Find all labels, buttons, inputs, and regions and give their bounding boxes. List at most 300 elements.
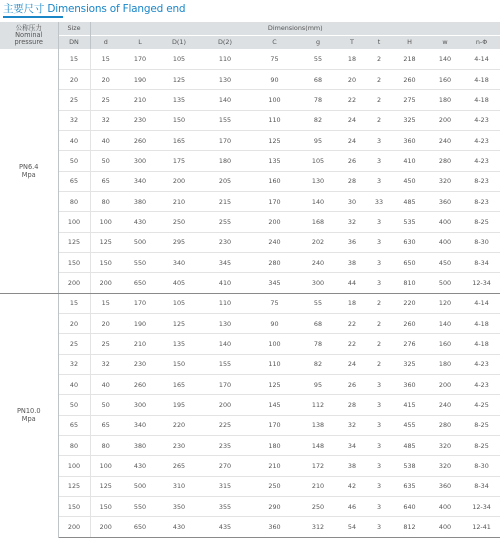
cell-dn: 65: [58, 415, 90, 435]
cell-h: 650: [392, 252, 427, 272]
cell-h: 260: [392, 69, 427, 89]
cell-g: 55: [298, 293, 338, 313]
cell-t-upper: 26: [338, 375, 366, 395]
table-row: [0, 354, 500, 374]
cell-n-phi: 4-18: [463, 69, 500, 89]
cell-g: 138: [298, 415, 338, 435]
cell-dn: 20: [58, 313, 90, 333]
page-title: 主要尺寸 Dimensions of Flanged end: [3, 3, 186, 15]
cell-h: 485: [392, 436, 427, 456]
cell-w: 400: [427, 497, 463, 517]
cell-dn: 32: [58, 110, 90, 130]
cell-t-lower: 33: [366, 191, 392, 211]
cell-d1: 150: [159, 110, 199, 130]
cell-t-lower: 3: [366, 273, 392, 293]
table-row: [0, 151, 500, 171]
cell-g: 68: [298, 313, 338, 333]
cell-d2: 235: [199, 436, 251, 456]
cell-t-lower: 2: [366, 334, 392, 354]
cell-g: 168: [298, 212, 338, 232]
cell-h: 325: [392, 354, 427, 374]
cell-c: 90: [251, 313, 298, 333]
cell-t-upper: 38: [338, 456, 366, 476]
cell-l: 380: [121, 436, 159, 456]
cell-h: 630: [392, 232, 427, 252]
cell-t-lower: 3: [366, 130, 392, 150]
cell-g: 202: [298, 232, 338, 252]
cell-t-lower: 2: [366, 90, 392, 110]
cell-n-phi: 8-30: [463, 456, 500, 476]
cell-w: 160: [427, 69, 463, 89]
cell-g: 300: [298, 273, 338, 293]
cell-w: 200: [427, 375, 463, 395]
cell-w: 400: [427, 517, 463, 537]
cell-t-upper: 32: [338, 415, 366, 435]
cell-t-upper: 20: [338, 69, 366, 89]
table-row: [0, 517, 500, 537]
cell-w: 400: [427, 232, 463, 252]
cell-d: 65: [90, 415, 121, 435]
cell-d: 50: [90, 395, 121, 415]
cell-t-lower: 3: [366, 415, 392, 435]
cell-d2: 155: [199, 354, 251, 374]
table-row: [0, 334, 500, 354]
cell-d: 32: [90, 354, 121, 374]
cell-l: 500: [121, 232, 159, 252]
cell-w: 500: [427, 273, 463, 293]
cell-g: 78: [298, 334, 338, 354]
cell-dn: 32: [58, 354, 90, 374]
cell-c: 100: [251, 90, 298, 110]
cell-g: 105: [298, 151, 338, 171]
cell-l: 550: [121, 497, 159, 517]
cell-dn: 150: [58, 252, 90, 272]
cell-c: 145: [251, 395, 298, 415]
cell-t-upper: 26: [338, 151, 366, 171]
cell-d: 50: [90, 151, 121, 171]
column-header-w: w: [427, 35, 463, 49]
cell-g: 172: [298, 456, 338, 476]
cell-g: 82: [298, 110, 338, 130]
column-header-l: L: [121, 35, 159, 49]
cell-d1: 350: [159, 497, 199, 517]
column-header-d2: D(2): [199, 35, 251, 49]
cell-n-phi: 12-34: [463, 497, 500, 517]
cell-d2: 315: [199, 476, 251, 496]
cell-d1: 150: [159, 354, 199, 374]
cell-g: 130: [298, 171, 338, 191]
table-row: [0, 252, 500, 272]
table-row: [0, 436, 500, 456]
cell-t-lower: 3: [366, 517, 392, 537]
table-row: [0, 49, 500, 69]
cell-w: 320: [427, 436, 463, 456]
cell-d1: 175: [159, 151, 199, 171]
cell-l: 340: [121, 415, 159, 435]
cell-d: 200: [90, 273, 121, 293]
cell-d1: 125: [159, 313, 199, 333]
cell-d: 15: [90, 293, 121, 313]
cell-t-upper: 22: [338, 334, 366, 354]
pressure-group-label-line: PN6.4: [19, 162, 39, 171]
cell-dn: 125: [58, 232, 90, 252]
column-header-g: g: [298, 35, 338, 49]
cell-n-phi: 4-18: [463, 90, 500, 110]
cell-c: 125: [251, 130, 298, 150]
cell-l: 650: [121, 517, 159, 537]
cell-n-phi: 4-23: [463, 354, 500, 374]
cell-d1: 210: [159, 191, 199, 211]
cell-h: 360: [392, 130, 427, 150]
table-row: [0, 90, 500, 110]
cell-t-lower: 2: [366, 49, 392, 69]
cell-l: 190: [121, 313, 159, 333]
cell-l: 430: [121, 212, 159, 232]
cell-l: 260: [121, 130, 159, 150]
cell-c: 110: [251, 110, 298, 130]
cell-c: 180: [251, 436, 298, 456]
cell-g: 250: [298, 497, 338, 517]
cell-d: 125: [90, 476, 121, 496]
column-header-dn: DN: [58, 35, 90, 49]
cell-l: 210: [121, 90, 159, 110]
cell-d1: 105: [159, 49, 199, 69]
cell-t-upper: 38: [338, 252, 366, 272]
cell-d1: 165: [159, 130, 199, 150]
cell-c: 110: [251, 354, 298, 374]
cell-c: 360: [251, 517, 298, 537]
cell-d: 100: [90, 212, 121, 232]
cell-h: 415: [392, 395, 427, 415]
cell-d2: 270: [199, 456, 251, 476]
cell-n-phi: 8-30: [463, 232, 500, 252]
cell-d: 200: [90, 517, 121, 537]
pressure-group-label-line: Mpa: [21, 415, 36, 424]
cell-d: 40: [90, 375, 121, 395]
cell-n-phi: 4-23: [463, 375, 500, 395]
cell-l: 210: [121, 334, 159, 354]
column-header-d: d: [90, 35, 121, 49]
cell-d2: 170: [199, 130, 251, 150]
table-row: [0, 110, 500, 130]
cell-t-lower: 2: [366, 110, 392, 130]
cell-t-upper: 28: [338, 171, 366, 191]
cell-d2: 355: [199, 497, 251, 517]
cell-dn: 40: [58, 130, 90, 150]
cell-t-lower: 2: [366, 293, 392, 313]
cell-l: 300: [121, 395, 159, 415]
cell-c: 160: [251, 171, 298, 191]
table-row: [0, 191, 500, 211]
cell-d1: 165: [159, 375, 199, 395]
cell-c: 170: [251, 191, 298, 211]
cell-t-upper: 36: [338, 232, 366, 252]
cell-d2: 345: [199, 252, 251, 272]
cell-d2: 225: [199, 415, 251, 435]
cell-l: 380: [121, 191, 159, 211]
column-header-n-phi: n-Φ: [463, 35, 500, 49]
cell-d: 80: [90, 191, 121, 211]
cell-g: 148: [298, 436, 338, 456]
cell-n-phi: 4-23: [463, 151, 500, 171]
cell-t-upper: 42: [338, 476, 366, 496]
cell-d2: 110: [199, 293, 251, 313]
cell-h: 455: [392, 415, 427, 435]
cell-h: 812: [392, 517, 427, 537]
cell-d2: 200: [199, 395, 251, 415]
cell-d: 150: [90, 252, 121, 272]
flange-dimensions-table: [0, 22, 500, 538]
cell-t-upper: 22: [338, 313, 366, 333]
column-header-t-lower: t: [366, 35, 392, 49]
cell-dn: 20: [58, 69, 90, 89]
cell-d1: 265: [159, 456, 199, 476]
column-header-c: C: [251, 35, 298, 49]
cell-d: 20: [90, 313, 121, 333]
cell-d1: 220: [159, 415, 199, 435]
cell-d: 20: [90, 69, 121, 89]
cell-c: 170: [251, 415, 298, 435]
cell-t-upper: 18: [338, 293, 366, 313]
cell-w: 160: [427, 334, 463, 354]
cell-l: 230: [121, 354, 159, 374]
cell-t-upper: 28: [338, 395, 366, 415]
cell-g: 68: [298, 69, 338, 89]
cell-w: 450: [427, 252, 463, 272]
cell-w: 140: [427, 313, 463, 333]
cell-l: 170: [121, 49, 159, 69]
cell-t-lower: 3: [366, 212, 392, 232]
cell-n-phi: 8-23: [463, 171, 500, 191]
cell-n-phi: 4-18: [463, 334, 500, 354]
size-header: Size: [58, 22, 90, 35]
cell-t-upper: 22: [338, 90, 366, 110]
cell-dn: 15: [58, 293, 90, 313]
table-row: [0, 456, 500, 476]
cell-c: 75: [251, 293, 298, 313]
cell-t-upper: 24: [338, 354, 366, 374]
table-row: [0, 171, 500, 191]
cell-t-upper: 24: [338, 110, 366, 130]
cell-w: 120: [427, 293, 463, 313]
cell-c: 200: [251, 212, 298, 232]
cell-d2: 205: [199, 171, 251, 191]
cell-dn: 150: [58, 497, 90, 517]
cell-d: 65: [90, 171, 121, 191]
cell-n-phi: 8-25: [463, 415, 500, 435]
cell-d2: 130: [199, 313, 251, 333]
cell-h: 276: [392, 334, 427, 354]
cell-dn: 25: [58, 90, 90, 110]
cell-t-lower: 3: [366, 252, 392, 272]
cell-w: 240: [427, 130, 463, 150]
cell-d1: 230: [159, 436, 199, 456]
cell-d2: 230: [199, 232, 251, 252]
cell-l: 500: [121, 476, 159, 496]
cell-w: 200: [427, 110, 463, 130]
cell-h: 450: [392, 171, 427, 191]
pressure-header-line: 公称压力: [15, 24, 42, 32]
cell-t-upper: 30: [338, 191, 366, 211]
cell-t-lower: 3: [366, 497, 392, 517]
pressure-group-label-line: PN10.0: [16, 407, 41, 416]
cell-n-phi: 4-23: [463, 130, 500, 150]
cell-d2: 410: [199, 273, 251, 293]
header-row-columns: [0, 35, 500, 49]
pressure-group-label: [0, 293, 58, 537]
cell-g: 240: [298, 252, 338, 272]
cell-g: 312: [298, 517, 338, 537]
nominal-pressure-header: [0, 22, 58, 49]
cell-t-upper: 24: [338, 130, 366, 150]
cell-h: 218: [392, 49, 427, 69]
cell-d2: 110: [199, 49, 251, 69]
cell-t-lower: 3: [366, 436, 392, 456]
cell-h: 275: [392, 90, 427, 110]
cell-d: 150: [90, 497, 121, 517]
cell-dn: 15: [58, 49, 90, 69]
cell-dn: 125: [58, 476, 90, 496]
cell-d2: 140: [199, 334, 251, 354]
cell-h: 220: [392, 293, 427, 313]
table-row: [0, 375, 500, 395]
cell-h: 640: [392, 497, 427, 517]
cell-d2: 255: [199, 212, 251, 232]
column-header-d1: D(1): [159, 35, 199, 49]
cell-t-upper: 32: [338, 212, 366, 232]
cell-c: 135: [251, 151, 298, 171]
cell-w: 280: [427, 151, 463, 171]
cell-n-phi: 4-25: [463, 395, 500, 415]
cell-d1: 295: [159, 232, 199, 252]
cell-h: 360: [392, 375, 427, 395]
cell-h: 538: [392, 456, 427, 476]
cell-d1: 430: [159, 517, 199, 537]
header-row-primary: [0, 22, 500, 35]
cell-c: 250: [251, 476, 298, 496]
cell-w: 320: [427, 171, 463, 191]
cell-n-phi: 4-18: [463, 313, 500, 333]
cell-n-phi: 8-34: [463, 252, 500, 272]
cell-n-phi: 12-41: [463, 517, 500, 537]
cell-l: 300: [121, 151, 159, 171]
cell-dn: 100: [58, 212, 90, 232]
cell-t-upper: 34: [338, 436, 366, 456]
cell-d: 40: [90, 130, 121, 150]
cell-g: 82: [298, 354, 338, 374]
cell-d2: 155: [199, 110, 251, 130]
cell-d2: 130: [199, 69, 251, 89]
table-row: [0, 69, 500, 89]
cell-dn: 40: [58, 375, 90, 395]
cell-d2: 170: [199, 375, 251, 395]
table-body: [0, 49, 500, 537]
cell-l: 230: [121, 110, 159, 130]
table-row: [0, 232, 500, 252]
cell-h: 535: [392, 212, 427, 232]
table-row: [0, 476, 500, 496]
cell-d1: 105: [159, 293, 199, 313]
pressure-group-label-line: Mpa: [21, 170, 36, 179]
cell-t-lower: 2: [366, 69, 392, 89]
cell-w: 320: [427, 456, 463, 476]
cell-g: 140: [298, 191, 338, 211]
cell-dn: 50: [58, 151, 90, 171]
cell-d1: 200: [159, 171, 199, 191]
cell-g: 210: [298, 476, 338, 496]
cell-t-lower: 3: [366, 456, 392, 476]
cell-dn: 25: [58, 334, 90, 354]
cell-d: 100: [90, 456, 121, 476]
cell-c: 290: [251, 497, 298, 517]
cell-d: 25: [90, 334, 121, 354]
cell-h: 485: [392, 191, 427, 211]
cell-d1: 405: [159, 273, 199, 293]
cell-d1: 135: [159, 334, 199, 354]
cell-dn: 80: [58, 191, 90, 211]
cell-t-upper: 18: [338, 49, 366, 69]
cell-d: 125: [90, 232, 121, 252]
cell-c: 90: [251, 69, 298, 89]
cell-d: 15: [90, 49, 121, 69]
cell-g: 95: [298, 375, 338, 395]
table-row: [0, 313, 500, 333]
cell-d: 25: [90, 90, 121, 110]
cell-dn: 200: [58, 517, 90, 537]
cell-c: 125: [251, 375, 298, 395]
cell-t-upper: 44: [338, 273, 366, 293]
cell-d1: 135: [159, 90, 199, 110]
cell-d2: 435: [199, 517, 251, 537]
cell-w: 360: [427, 191, 463, 211]
cell-d1: 310: [159, 476, 199, 496]
cell-dn: 100: [58, 456, 90, 476]
table-row: [0, 293, 500, 313]
title-underline: [3, 16, 63, 18]
cell-n-phi: 4-14: [463, 293, 500, 313]
cell-d: 80: [90, 436, 121, 456]
cell-t-lower: 3: [366, 171, 392, 191]
cell-d: 32: [90, 110, 121, 130]
cell-d2: 180: [199, 151, 251, 171]
cell-c: 345: [251, 273, 298, 293]
cell-c: 210: [251, 456, 298, 476]
table-row: [0, 395, 500, 415]
cell-dn: 50: [58, 395, 90, 415]
pressure-header-line: Nominal: [15, 31, 43, 39]
cell-h: 810: [392, 273, 427, 293]
cell-w: 400: [427, 212, 463, 232]
cell-t-lower: 2: [366, 354, 392, 374]
cell-n-phi: 8-23: [463, 191, 500, 211]
table-row: [0, 273, 500, 293]
cell-g: 95: [298, 130, 338, 150]
cell-n-phi: 8-25: [463, 436, 500, 456]
pressure-header-line: pressure: [14, 38, 43, 46]
cell-n-phi: 8-34: [463, 476, 500, 496]
table-row: [0, 212, 500, 232]
pressure-group-label: [0, 49, 58, 293]
column-header-t-upper: T: [338, 35, 366, 49]
cell-w: 240: [427, 395, 463, 415]
cell-t-lower: 3: [366, 151, 392, 171]
cell-d1: 125: [159, 69, 199, 89]
table-row: [0, 130, 500, 150]
cell-dn: 200: [58, 273, 90, 293]
cell-w: 280: [427, 415, 463, 435]
cell-l: 340: [121, 171, 159, 191]
cell-t-lower: 3: [366, 395, 392, 415]
